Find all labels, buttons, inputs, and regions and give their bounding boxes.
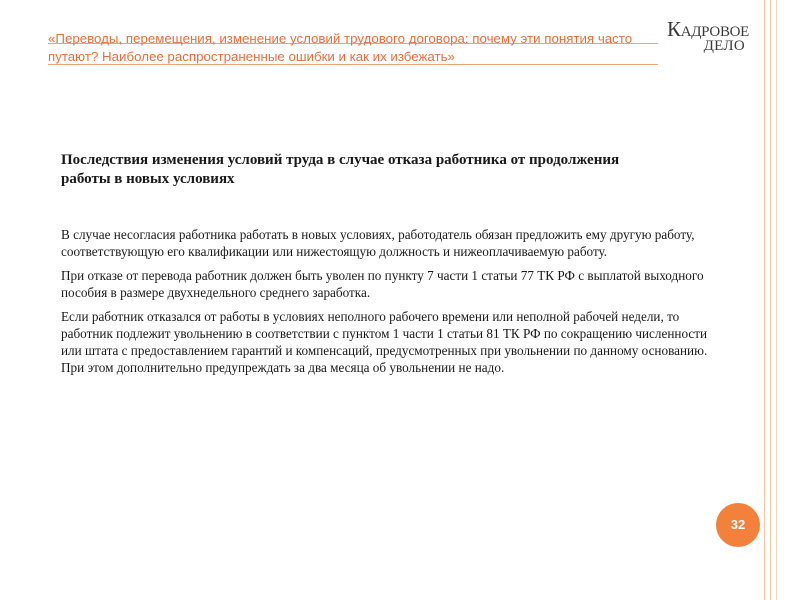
kadrovoe-delo-logo [667, 17, 751, 54]
slide-title: «Переводы, перемещения, изменение условий трудового договора: почему эти понятия часто путают? Наиболее распространенные ошибки и как их избежать» [48, 31, 633, 64]
logo-capital-letter: К [667, 17, 681, 41]
logo-line-2: ДЕЛО [703, 38, 745, 54]
logo-line-1 [667, 17, 751, 41]
logo-line-1-rest: АДРОВОЕ [680, 24, 750, 40]
decorative-border-line [764, 0, 765, 600]
body-text [61, 226, 711, 383]
paragraph: Если работник отказался от работы в условиях неполного рабочего времени или неполной рабочей недели, то работник подлежит увольнению в соответствии с пунктом 1 части 1 статьи 81 ТК РФ по сокращению численности или штата с предоставлением гарантий и компенсаций, предусмотренных при увольнении по данному основанию. При этом дополнительно предупреждать за два месяца об увольнении не надо. [61, 309, 708, 375]
decorative-border-line [776, 0, 777, 600]
page-number-badge: 32 [716, 503, 760, 547]
paragraph: В случае несогласия работника работать в новых условиях, работодатель обязан предложить ему другую работу, соответствующую его квалификации или нижестоящую должность и нижеоплачиваемую работу. [61, 227, 695, 259]
paragraph: При отказе от перевода работник должен быть уволен по пункту 7 части 1 статьи 77 ТК РФ с выплатой выходного пособия в размере двухнедельного среднего заработка. [61, 268, 704, 300]
content-heading: Последствия изменения условий труда в случае отказа работника от продолжения работы в новых условиях [61, 152, 620, 187]
decorative-border-line [770, 0, 771, 600]
